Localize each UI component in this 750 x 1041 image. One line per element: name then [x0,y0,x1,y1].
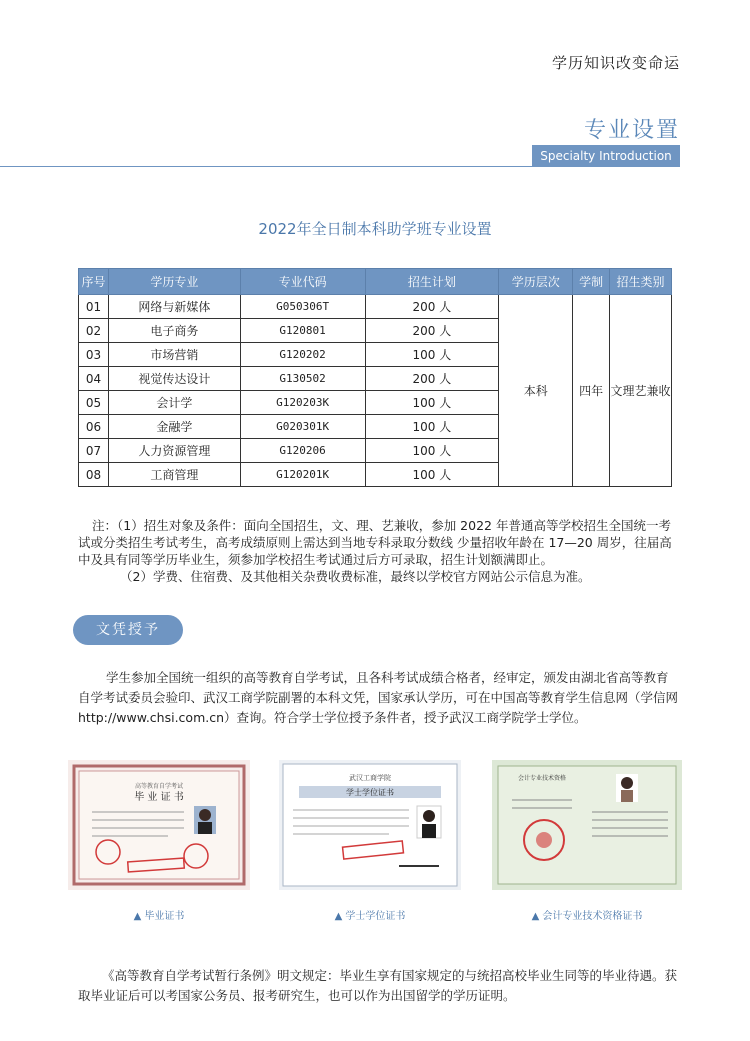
note-2: （2）学费、住宿费、及其他相关杂费收费标准，最终以学校官方网站公示信息为准。 [120,569,591,584]
row-code: G130502 [240,367,365,391]
col-header: 专业代码 [240,269,365,295]
row-major: 金融学 [108,415,240,439]
col-header: 招生类别 [610,269,672,295]
degree-caption: ▲ 学士学位证书 [334,911,406,922]
col-header: 序号 [79,269,109,295]
specialty-table [78,268,672,487]
row-plan: 100 人 [365,343,499,367]
row-no: 01 [79,295,109,319]
row-code: G120801 [240,319,365,343]
row-no: 04 [79,367,109,391]
note-1: 注：（1）招生对象及条件：面向全国招生，文、理、艺兼收，参加 2022 年普通高等学校招生全国统一考试或分类招生考试考生，高考成绩原则上需达到当地专科录取分数线 少量招收年龄在 17—20 周岁，往届高中及具有同等学历毕业生，须参加学校招生考试通过后方可录取，招生计划额满即止。 [78,518,672,567]
row-code: G120201K [240,463,365,487]
cert-org-text: 武汉工商学院 [349,774,391,782]
row-plan: 100 人 [365,463,499,487]
table-header-row [79,269,672,295]
row-plan: 100 人 [365,439,499,463]
row-major: 电子商务 [108,319,240,343]
duration-cell: 四年 [573,295,610,487]
row-plan: 100 人 [365,391,499,415]
col-header: 招生计划 [365,269,499,295]
credential-section-pill: 文凭授予 [73,615,183,645]
row-code: G050306T [240,295,365,319]
row-no: 05 [79,391,109,415]
regulation-paragraph: 《高等教育自学考试暂行条例》明文规定：毕业生享有国家规定的与统招高校毕业生同等的毕业待遇。获取毕业证后可以考国家公务员、报考研究生，也可以作为出国留学的学历证明。 [78,968,678,1003]
diploma-caption: ▲ 毕业证书 [133,911,185,922]
cert-heading-text: 毕 业 证 书 [134,792,184,803]
diploma-certificate-image [68,760,250,890]
row-no: 03 [79,343,109,367]
row-code: G120203K [240,391,365,415]
cert-heading-text: 会计专业技术资格 [517,775,567,782]
level-cell: 本科 [499,295,573,487]
notes [78,517,678,585]
row-plan: 200 人 [365,367,499,391]
row-code: G120206 [240,439,365,463]
row-plan: 200 人 [365,319,499,343]
category-cell: 文理艺兼收 [610,295,672,487]
row-plan: 200 人 [365,295,499,319]
section-title: 专业设置 [583,118,680,143]
accounting-caption: ▲ 会计专业技术资格证书 [531,911,643,922]
row-plan: 100 人 [365,415,499,439]
table-row [79,295,672,319]
col-header: 学制 [573,269,610,295]
section-divider [0,166,679,167]
row-major: 会计学 [108,391,240,415]
cert-org-text: 高等教育自学考试 [134,783,184,790]
row-major: 市场营销 [108,343,240,367]
row-no: 07 [79,439,109,463]
row-major: 工商管理 [108,463,240,487]
table-title: 2022年全日制本科助学班专业设置 [258,220,492,238]
row-major: 视觉传达设计 [108,367,240,391]
col-header: 学历专业 [108,269,240,295]
cert-heading-text: 学士学位证书 [346,788,394,797]
row-code: G120202 [240,343,365,367]
row-code: G020301K [240,415,365,439]
col-header: 学历层次 [499,269,573,295]
row-no: 06 [79,415,109,439]
section-subtitle: Specialty Introduction [532,145,680,167]
credential-paragraph: 学生参加全国统一组织的高等教育自学考试，且各科考试成绩合格者，经审定，颁发由湖北省高等教育自学考试委员会验印、武汉工商学院副署的本科文凭，国家承认学历，可在中国高等教育学生信息网（学信网 http://www.chsi.com.cn）查询。符合学士学位授予条件者，授予武汉工商学院学士学位。 [78,670,679,725]
row-no: 08 [79,463,109,487]
row-major: 网络与新媒体 [108,295,240,319]
slogan: 学历知识改变命运 [551,54,680,72]
accounting-certificate-image [492,760,682,890]
degree-certificate-image [279,760,461,890]
row-major: 人力资源管理 [108,439,240,463]
row-no: 02 [79,319,109,343]
